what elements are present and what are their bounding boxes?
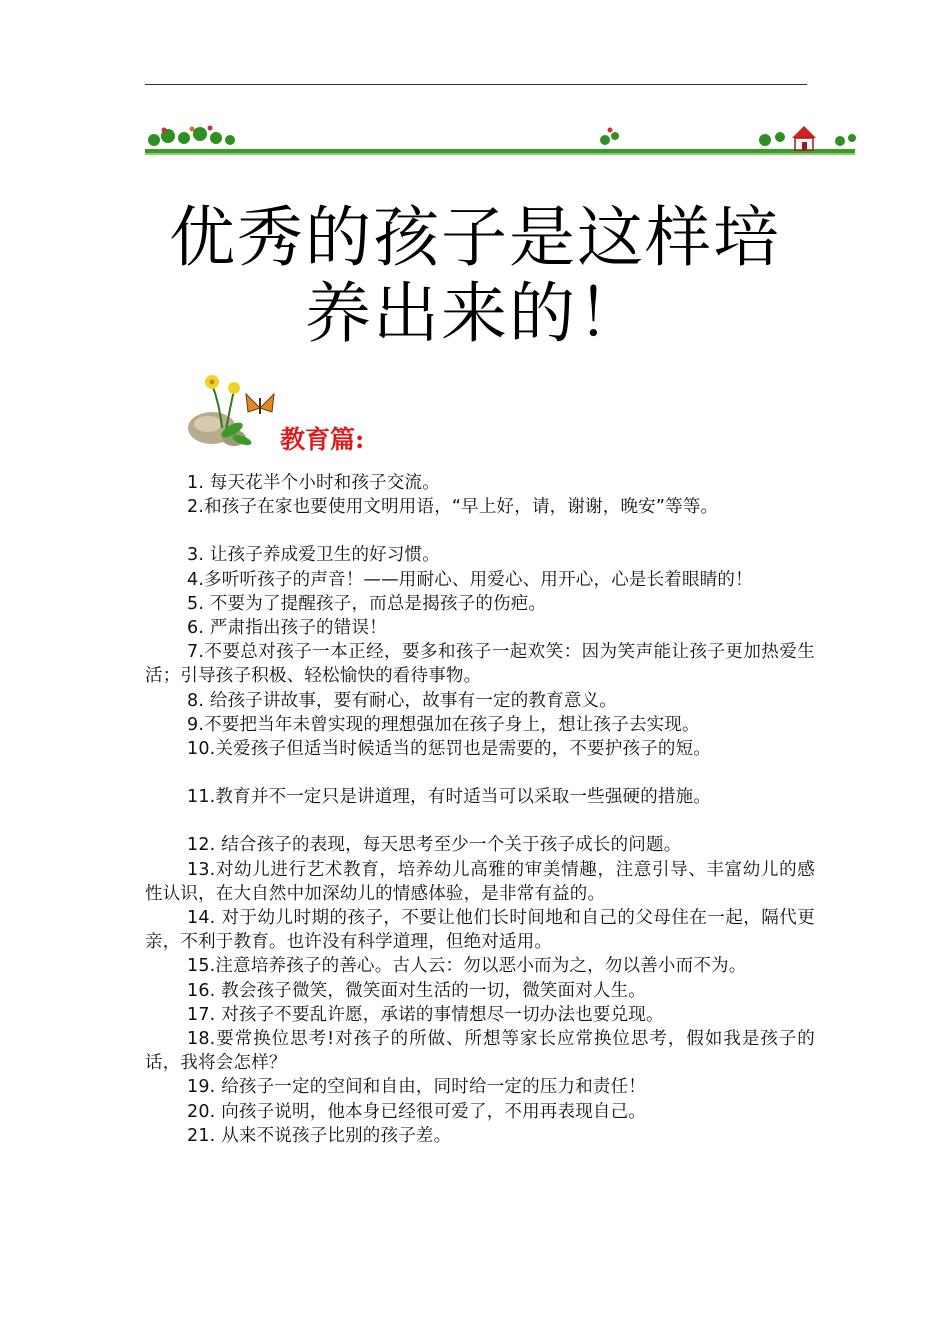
list-item: 9.不要把当年未曾实现的理想强加在孩子身上，想让孩子去实现。	[187, 714, 700, 735]
house-icon	[792, 126, 816, 150]
flower-icon	[205, 375, 240, 394]
list-item: 19. 给孩子一定的空间和自由，同时给一定的压力和责任！	[187, 1077, 646, 1098]
list-item: 2.和孩子在家也要使用文明用语，“早上好，请，谢谢，晚安”等等。	[187, 497, 719, 518]
list-item: 6. 严肃指出孩子的错误！	[187, 618, 387, 639]
plant-cluster-left	[148, 126, 235, 147]
document-title-line-1: 优秀的孩子是这样培	[169, 199, 781, 276]
list-item: 16. 教会孩子微笑，微笑面对生活的一切，微笑面对人生。	[187, 980, 646, 1001]
list-item: 18.要常换位思考!对孩子的所做、所想等家长应常换位思考，假如我是孩子的话，我将会怎样？	[145, 1029, 815, 1074]
grass-border-decoration	[140, 120, 860, 160]
list-item: 8. 给孩子讲故事，要有耐心，故事有一定的教育意义。	[187, 690, 617, 711]
section-heading: 教育篇:	[280, 425, 365, 454]
butterfly-icon	[246, 394, 274, 414]
list-item: 12. 结合孩子的表现，每天思考至少一个关于孩子成长的问题。	[187, 835, 682, 856]
list-item: 14. 对于幼儿时期的孩子，不要让他们长时间地和自己的父母住在一起，隔代更亲，不利于教育。也许没有科学道理，但绝对适用。	[145, 908, 815, 953]
header-rule	[145, 84, 807, 85]
plant-small-middle	[600, 128, 619, 146]
list-item: 5. 不要为了提醒孩子，而总是揭孩子的伤疤。	[187, 593, 547, 614]
flower-butterfly-decoration	[182, 368, 282, 452]
list-item: 1. 每天花半个小时和孩子交流。	[187, 473, 440, 493]
list-item: 4.多听听孩子的声音！——用耐心、用爱心、用开心，心是长着眼睛的！	[187, 569, 753, 590]
list-item: 17. 对孩子不要乱许愿，承诺的事情想尽一切办法也要兑现。	[187, 1004, 664, 1025]
tips-list	[145, 471, 815, 1148]
list-item: 10.关爱孩子但适当时候适当的惩罚也是需要的，不要护孩子的短。	[187, 739, 712, 760]
list-item: 3. 让孩子养成爱卫生的好习惯。	[187, 545, 440, 566]
list-item: 13.对幼儿进行艺术教育，培养幼儿高雅的审美情趣，注意引导、丰富幼儿的感性认识，在大自然中加深幼儿的情感体验，是非常有益的。	[145, 859, 815, 904]
list-item: 11.教育并不一定只是讲道理，有时适当可以采取一些强硬的措施。	[187, 787, 712, 808]
list-item: 21. 从来不说孩子比别的孩子差。	[187, 1125, 452, 1146]
grass-strip	[145, 149, 855, 155]
list-item: 7.不要总对孩子一本正经，要多和孩子一起欢笑：因为笑声能让孩子更加热爱生活；引导孩子积极、轻松愉快的看待事物。	[145, 642, 815, 687]
document-title-line-2: 养出来的！	[305, 275, 645, 352]
list-item: 15.注意培养孩子的善心。古人云：勿以恶小而为之，勿以善小而不为。	[187, 956, 747, 977]
list-item: 20. 向孩子说明，他本身已经很可爱了，不用再表现自己。	[187, 1101, 646, 1122]
